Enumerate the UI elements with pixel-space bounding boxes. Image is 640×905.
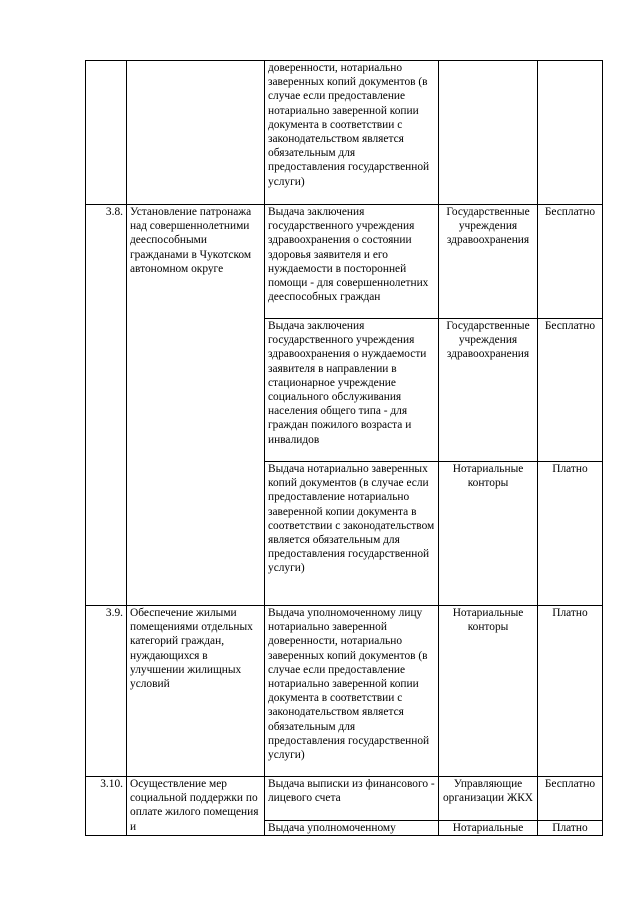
- table-row: [86, 777, 603, 821]
- cost: Платно: [538, 462, 603, 606]
- service-name: [127, 61, 265, 205]
- cost: Платно: [538, 821, 603, 836]
- provider: Нотариальные конторы: [439, 462, 538, 606]
- table-row: [86, 205, 603, 319]
- service-name: Обеспечение жилыми помещениями отдельных категорий граждан, нуждающихся в улучшении жилищных условий: [127, 606, 265, 777]
- document-description: Выдача заключения государственного учреждения здравоохранения о состоянии здоровья заявителя и его нуждаемости в посторонней помощи - для совершеннолетних дееспособных граждан: [265, 205, 439, 319]
- table-row: [86, 61, 603, 205]
- cost: Платно: [538, 606, 603, 777]
- row-number: 3.10.: [86, 777, 127, 836]
- provider: Государственные учреждения здравоохранения: [439, 205, 538, 319]
- provider: Нотариальные: [439, 821, 538, 836]
- service-name: Установление патронажа над совершеннолетними дееспособными гражданами в Чукотском автономном округе: [127, 205, 265, 606]
- document-description: Выдача уполномоченному лицу нотариально заверенной доверенности, нотариально заверенных копий документов (в случае если предоставление нотариально заверенной копии документа в соответствии с законодательством является обязательным для предоставления государственной услуги): [265, 606, 439, 777]
- cost: Бесплатно: [538, 777, 603, 821]
- document-description: Выдача заключения государственного учреждения здравоохранения о нуждаемости заявителя в направлении в стационарное учреждение социального обслуживания населения общего типа - для граждан пожилого возраста и инвалидов: [265, 319, 439, 462]
- row-number: [86, 61, 127, 205]
- provider: [439, 61, 538, 205]
- row-number: 3.8.: [86, 205, 127, 606]
- row-number: 3.9.: [86, 606, 127, 777]
- document-description: доверенности, нотариально заверенных копий документов (в случае если предоставление нотариально заверенной копии документа в соответствии с законодательством является обязательным для предоставления государственной услуги): [265, 61, 439, 205]
- service-name: Осуществление мер социальной поддержки по оплате жилого помещения и: [127, 777, 265, 836]
- provider: Государственные учреждения здравоохранения: [439, 319, 538, 462]
- cost: [538, 61, 603, 205]
- provider: Нотариальные конторы: [439, 606, 538, 777]
- services-table: [85, 60, 603, 836]
- table-row: [86, 606, 603, 777]
- document-description: Выдача уполномоченному: [265, 821, 439, 836]
- cost: Бесплатно: [538, 319, 603, 462]
- document-description: Выдача выписки из финансового - лицевого счета: [265, 777, 439, 821]
- document-description: Выдача нотариально заверенных копий документов (в случае если предоставление нотариально заверенной копии документа в соответствии с законодательством является обязательным для предоставления государственной услуги): [265, 462, 439, 606]
- provider: Управляющие организации ЖКХ: [439, 777, 538, 821]
- cost: Бесплатно: [538, 205, 603, 319]
